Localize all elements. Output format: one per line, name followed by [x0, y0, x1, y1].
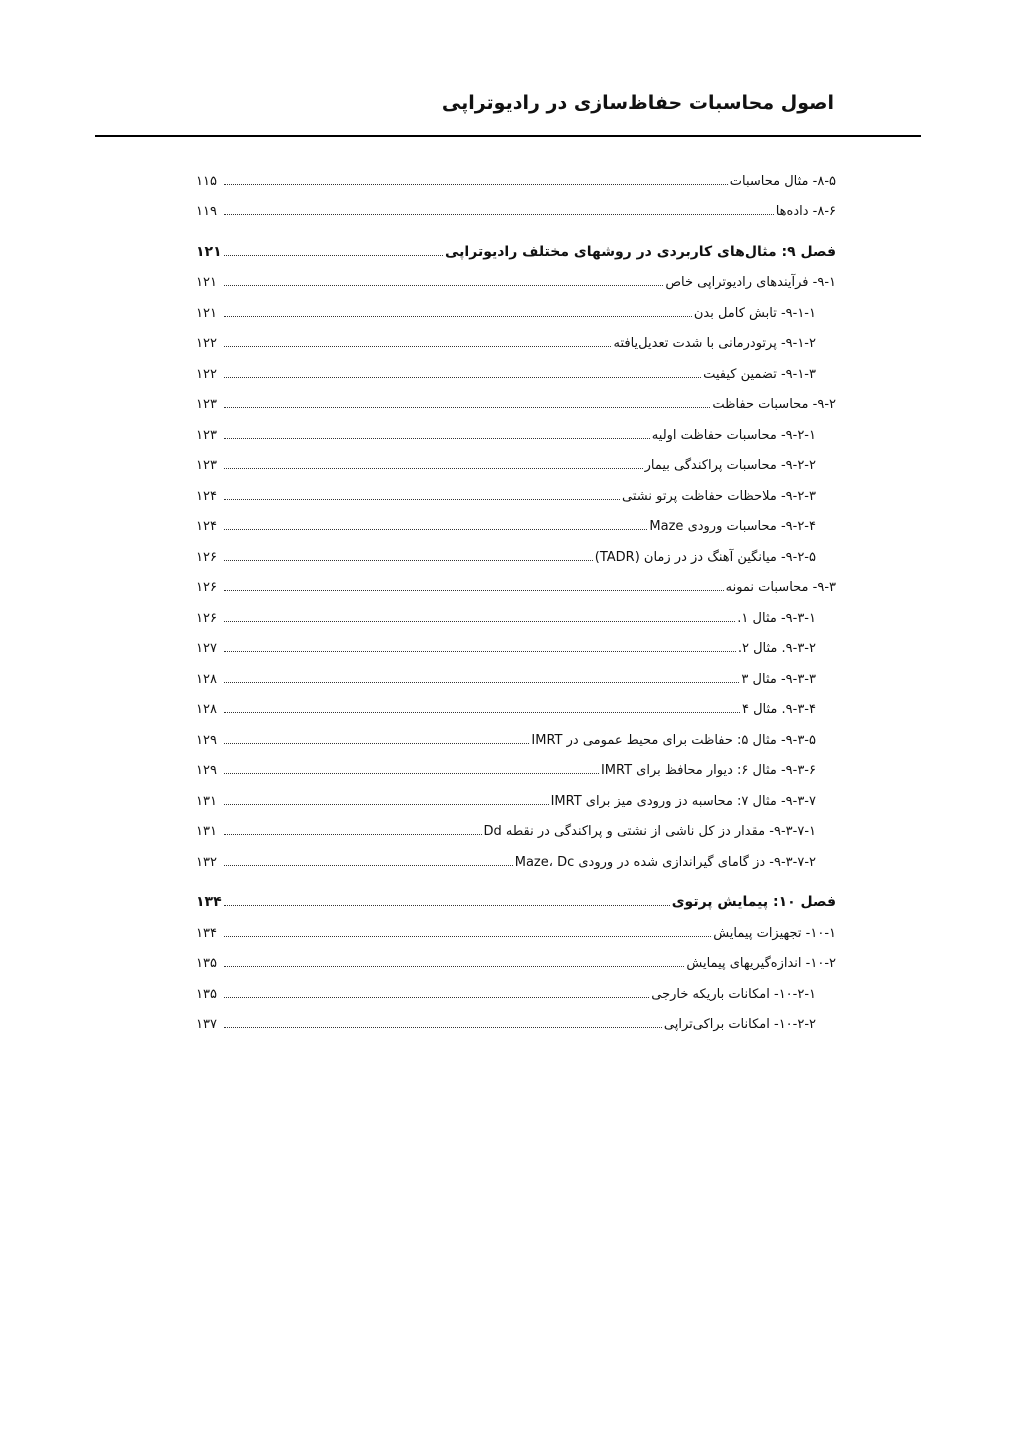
- toc-entry-title: ۸-۶- داده‌ها: [775, 204, 836, 219]
- toc-entry[interactable]: [196, 781, 836, 812]
- toc-entry-title: فصل ۹: مثال‌های کاربردی در روشهای مختلف رادیوتراپی: [445, 243, 836, 260]
- toc-dot-leader: [224, 214, 774, 215]
- toc-entry-title: ۹-۳-۳- مثال ۳: [741, 671, 816, 687]
- toc-entry[interactable]: [196, 1005, 836, 1036]
- toc-entry-title: ۸-۵- مثال محاسبات: [729, 173, 836, 189]
- toc-entry-title: فصل ۱۰: پیمایش پرتوی: [671, 894, 836, 910]
- toc-entry-page: ۱۲۳: [196, 427, 217, 443]
- toc-entry[interactable]: [196, 842, 836, 873]
- toc-entry[interactable]: [196, 293, 836, 324]
- toc-chapter-entry[interactable]: [196, 883, 836, 914]
- toc-dot-leader: [224, 997, 649, 998]
- toc-entry[interactable]: [196, 751, 836, 782]
- toc-entry-title: ۹-۳-۷-۱- مقدار دز کل ناشی از نشتی و پراکندگی در نقطه Dd: [483, 824, 816, 839]
- toc-entry[interactable]: [196, 507, 836, 538]
- toc-entry[interactable]: [196, 263, 836, 294]
- page-header-title: اصول محاسبات حفاظ‌سازی در رادیوتراپی: [441, 92, 834, 114]
- toc-entry-page: ۱۳۵: [196, 956, 217, 971]
- toc-entry[interactable]: [196, 598, 836, 629]
- toc-dot-leader: [224, 966, 684, 967]
- toc-entry-page: ۱۲۴: [196, 519, 217, 534]
- toc-entry[interactable]: [196, 659, 836, 690]
- toc-entry-title: ۹-۳-۲. مثال ۲.: [737, 641, 816, 656]
- toc-entry-title: ۹-۱-۳- تضمین کیفیت: [703, 366, 816, 382]
- toc-entry-page: ۱۲۴: [196, 488, 217, 504]
- toc-entry-page: ۱۳۱: [196, 824, 217, 839]
- toc-entry[interactable]: [196, 812, 836, 843]
- table-of-contents: [196, 161, 836, 1035]
- toc-dot-leader: [224, 438, 650, 439]
- toc-dot-leader: [224, 621, 735, 622]
- toc-entry-page: ۱۳۴: [196, 925, 217, 941]
- toc-entry-title: ۹-۳-۶- مثال ۶: دیوار محافظ برای IMRT: [600, 763, 816, 778]
- toc-entry[interactable]: [196, 913, 836, 944]
- toc-entry-title: ۱۰-۲- اندازه‌گیریهای پیمایش: [686, 956, 836, 971]
- toc-entry-title: ۹-۱- فرآیندهای رادیوتراپی خاص: [665, 275, 836, 290]
- toc-entry-page: ۱۲۱: [196, 243, 222, 260]
- toc-entry[interactable]: [196, 476, 836, 507]
- toc-entry-page: ۱۲۶: [196, 549, 217, 565]
- toc-entry-page: ۱۲۷: [196, 641, 217, 656]
- toc-entry-page: ۱۳۷: [196, 1017, 217, 1032]
- toc-dot-leader: [224, 773, 599, 774]
- toc-dot-leader: [224, 936, 711, 937]
- toc-entry-page: ۱۲۲: [196, 336, 217, 351]
- toc-dot-leader: [224, 346, 611, 347]
- toc-dot-leader: [224, 865, 513, 866]
- toc-entry-title: ۱۰-۱- تجهیزات پیمایش: [713, 925, 836, 941]
- toc-dot-leader: [224, 407, 710, 408]
- toc-dot-leader: [224, 499, 620, 500]
- header-divider: [95, 135, 921, 137]
- toc-entry-page: ۱۲۹: [196, 732, 217, 748]
- toc-entry[interactable]: [196, 537, 836, 568]
- toc-entry[interactable]: [196, 192, 836, 223]
- toc-entry-page: ۱۲۱: [196, 305, 217, 321]
- toc-entry-title: ۹-۳-۷-۲- دز گامای گیراندازی شده در ورودی Maze، Dc: [514, 854, 816, 870]
- toc-entry-page: ۱۳۴: [196, 894, 222, 910]
- toc-entry-title: ۹-۲-۵- میانگین آهنگ دز در زمان (TADR): [594, 549, 816, 565]
- toc-entry-page: ۱۲۱: [196, 275, 217, 290]
- toc-entry[interactable]: [196, 568, 836, 599]
- toc-dot-leader: [224, 560, 593, 561]
- toc-entry-page: ۱۲۲: [196, 366, 217, 382]
- toc-dot-leader: [224, 377, 701, 378]
- toc-dot-leader: [224, 1027, 662, 1028]
- toc-entry-title: ۹-۳-۷- مثال ۷: محاسبه دز ورودی میز برای IMRT: [550, 793, 816, 809]
- toc-entry[interactable]: [196, 161, 836, 192]
- toc-entry-title: ۹-۳-۵- مثال ۵: حفاظت برای محیط عمومی در IMRT: [531, 732, 816, 748]
- toc-entry[interactable]: [196, 415, 836, 446]
- toc-entry-page: ۱۳۱: [196, 793, 217, 809]
- toc-dot-leader: [224, 651, 736, 652]
- toc-entry-title: ۹-۳-۴. مثال ۴: [741, 702, 816, 717]
- toc-entry-page: ۱۳۵: [196, 986, 217, 1002]
- toc-entry[interactable]: [196, 385, 836, 416]
- toc-entry[interactable]: [196, 690, 836, 721]
- toc-dot-leader: [224, 905, 670, 906]
- toc-entry[interactable]: [196, 629, 836, 660]
- toc-chapter-entry[interactable]: [196, 232, 836, 263]
- toc-entry-page: ۱۱۵: [196, 173, 217, 189]
- toc-dot-leader: [224, 804, 549, 805]
- toc-entry-page: ۱۲۳: [196, 397, 217, 412]
- toc-entry[interactable]: [196, 446, 836, 477]
- toc-entry-title: ۹-۱-۲- پرتودرمانی با شدت تعدیل‌یافته: [613, 336, 816, 351]
- toc-entry-title: ۹-۱-۱- تابش کامل بدن: [693, 305, 816, 321]
- toc-entry-page: ۱۳۲: [196, 854, 217, 870]
- toc-dot-leader: [224, 184, 728, 185]
- toc-dot-leader: [224, 834, 482, 835]
- toc-entry-title: ۱۰-۲-۲- امکانات براکی‌تراپی: [663, 1017, 816, 1032]
- toc-entry[interactable]: [196, 974, 836, 1005]
- toc-entry[interactable]: [196, 720, 836, 751]
- toc-dot-leader: [224, 316, 692, 317]
- toc-entry-title: ۹-۲- محاسبات حفاظت: [712, 397, 836, 412]
- toc-entry-title: ۹-۲-۳- ملاحظات حفاظت پرتو نشتی: [622, 488, 816, 504]
- toc-entry[interactable]: [196, 324, 836, 355]
- toc-dot-leader: [224, 590, 724, 591]
- toc-dot-leader: [224, 468, 643, 469]
- toc-entry-title: ۱۰-۲-۱- امکانات باریکه خارجی: [651, 986, 816, 1002]
- toc-dot-leader: [224, 712, 740, 713]
- toc-entry[interactable]: [196, 944, 836, 975]
- toc-entry-page: ۱۲۳: [196, 458, 217, 473]
- toc-entry-page: ۱۲۶: [196, 610, 217, 626]
- toc-entry-title: ۹-۲-۱- محاسبات حفاظت اولیه: [651, 427, 816, 443]
- toc-entry-page: ۱۲۸: [196, 671, 217, 687]
- toc-entry-title: ۹-۲-۲- محاسبات پراکندگی بیمار: [644, 458, 816, 473]
- toc-entry-title: ۹-۲-۴- محاسبات ورودی Maze: [649, 519, 816, 534]
- toc-entry[interactable]: [196, 354, 836, 385]
- toc-dot-leader: [224, 285, 663, 286]
- toc-entry-title: ۹-۳- محاسبات نمونه: [725, 580, 836, 595]
- toc-entry-page: ۱۲۶: [196, 580, 217, 595]
- toc-dot-leader: [224, 682, 739, 683]
- toc-entry-page: ۱۲۸: [196, 702, 217, 717]
- toc-dot-leader: [224, 529, 647, 530]
- toc-dot-leader: [224, 743, 529, 744]
- toc-dot-leader: [224, 255, 443, 256]
- toc-entry-title: ۹-۳-۱- مثال ۱.: [737, 610, 816, 626]
- toc-entry-page: ۱۱۹: [196, 204, 217, 219]
- toc-entry-page: ۱۲۹: [196, 763, 217, 778]
